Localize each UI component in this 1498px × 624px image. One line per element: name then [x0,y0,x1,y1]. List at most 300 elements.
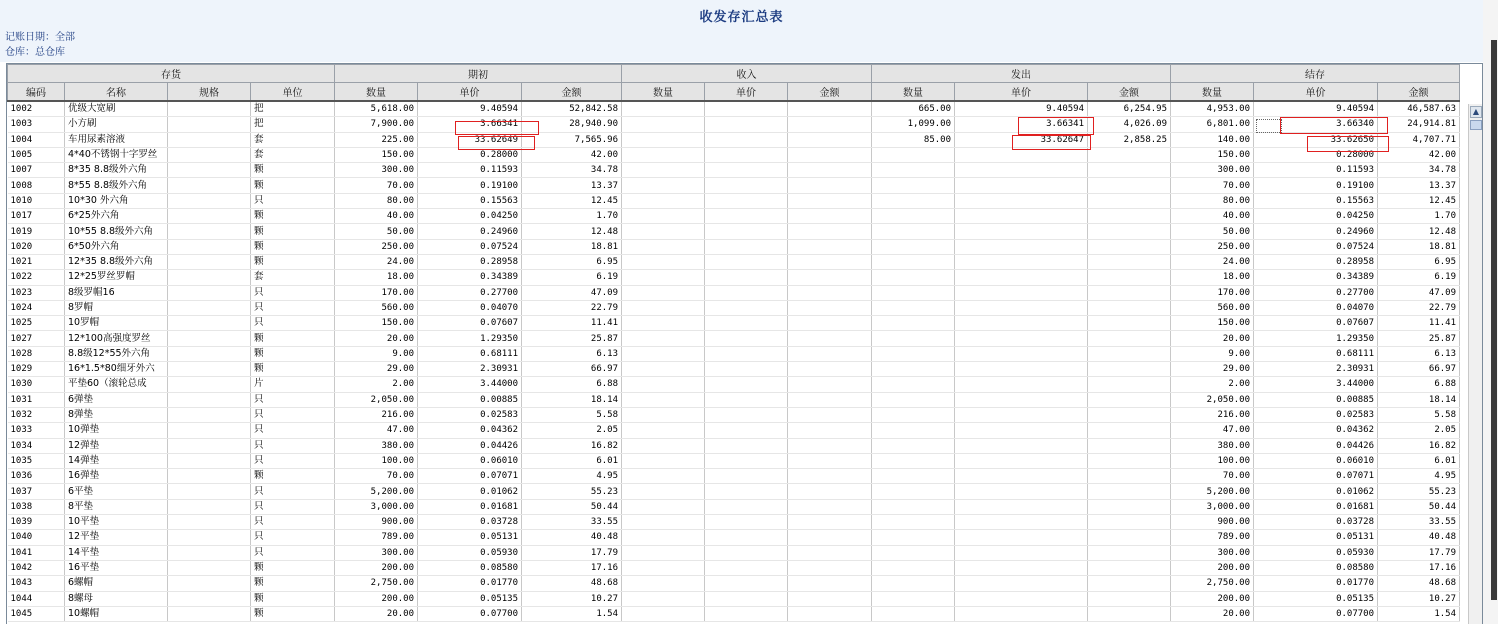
cell-issue-amount[interactable] [1088,499,1171,514]
cell-spec[interactable] [168,560,251,575]
cell-close-amount[interactable]: 11.41 [1378,316,1460,331]
cell-issue-amount[interactable] [1088,469,1171,484]
column-header-open-price[interactable]: 单价 [418,83,522,102]
cell-recv-amount[interactable] [788,377,872,392]
cell-name[interactable]: 12*35 8.8级外六角 [65,254,168,269]
cell-open-amount[interactable]: 28,940.90 [522,117,622,132]
table-row[interactable] [8,193,1460,208]
cell-recv-amount[interactable] [788,392,872,407]
cell-code[interactable]: 1003 [8,117,65,132]
cell-code[interactable]: 1042 [8,560,65,575]
cell-close-amount[interactable]: 13.37 [1378,178,1460,193]
cell-issue-qty[interactable] [872,560,955,575]
cell-issue-qty[interactable] [872,254,955,269]
cell-code[interactable]: 1023 [8,285,65,300]
cell-close-qty[interactable]: 216.00 [1171,407,1254,422]
cell-open-qty[interactable]: 40.00 [335,209,418,224]
cell-spec[interactable] [168,591,251,606]
cell-close-qty[interactable]: 250.00 [1171,239,1254,254]
cell-issue-price[interactable] [955,545,1088,560]
cell-spec[interactable] [168,484,251,499]
cell-issue-amount[interactable] [1088,484,1171,499]
cell-code[interactable]: 1033 [8,423,65,438]
cell-close-qty[interactable]: 200.00 [1171,591,1254,606]
cell-open-qty[interactable]: 200.00 [335,560,418,575]
cell-open-price[interactable]: 0.05930 [418,545,522,560]
cell-open-amount[interactable]: 47.09 [522,285,622,300]
cell-open-price[interactable]: 0.03728 [418,515,522,530]
cell-recv-qty[interactable] [622,132,705,147]
cell-spec[interactable] [168,331,251,346]
cell-issue-price[interactable] [955,163,1088,178]
cell-spec[interactable] [168,438,251,453]
cell-issue-amount[interactable] [1088,178,1171,193]
cell-close-amount[interactable]: 48.68 [1378,576,1460,591]
cell-open-amount[interactable]: 42.00 [522,147,622,162]
group-header-issues[interactable]: 发出 [872,65,1171,83]
cell-open-qty[interactable]: 5,618.00 [335,101,418,117]
cell-name[interactable]: 8罗帽 [65,300,168,315]
cell-unit[interactable]: 只 [251,515,335,530]
cell-recv-qty[interactable] [622,254,705,269]
cell-spec[interactable] [168,469,251,484]
cell-close-price[interactable]: 0.05930 [1254,545,1378,560]
cell-open-price[interactable]: 0.34389 [418,270,522,285]
cell-issue-price[interactable] [955,270,1088,285]
cell-close-amount[interactable]: 50.44 [1378,499,1460,514]
cell-close-price[interactable]: 0.68111 [1254,346,1378,361]
cell-recv-amount[interactable] [788,101,872,117]
cell-open-amount[interactable]: 6.01 [522,453,622,468]
cell-recv-price[interactable] [705,239,788,254]
cell-recv-price[interactable] [705,316,788,331]
cell-close-price[interactable]: 0.01770 [1254,576,1378,591]
cell-unit[interactable]: 只 [251,499,335,514]
cell-recv-amount[interactable] [788,239,872,254]
cell-issue-amount[interactable] [1088,453,1171,468]
cell-spec[interactable] [168,453,251,468]
cell-recv-qty[interactable] [622,224,705,239]
column-header-open-amount[interactable]: 金额 [522,83,622,102]
cell-open-qty[interactable]: 5,200.00 [335,484,418,499]
cell-recv-amount[interactable] [788,285,872,300]
cell-spec[interactable] [168,606,251,621]
cell-close-amount[interactable]: 6.19 [1378,270,1460,285]
cell-close-amount[interactable]: 34.78 [1378,163,1460,178]
cell-open-price[interactable]: 2.30931 [418,362,522,377]
cell-issue-qty[interactable] [872,499,955,514]
table-row[interactable] [8,209,1460,224]
cell-code[interactable]: 1024 [8,300,65,315]
cell-open-price[interactable]: 0.28958 [418,254,522,269]
cell-issue-amount[interactable]: 4,026.09 [1088,117,1171,132]
cell-issue-qty[interactable]: 665.00 [872,101,955,117]
cell-issue-amount[interactable] [1088,254,1171,269]
cell-name[interactable]: 14平垫 [65,545,168,560]
cell-issue-amount[interactable] [1088,560,1171,575]
cell-issue-amount[interactable] [1088,193,1171,208]
cell-close-price[interactable]: 0.03728 [1254,515,1378,530]
cell-close-amount[interactable]: 18.81 [1378,239,1460,254]
cell-spec[interactable] [168,163,251,178]
table-row[interactable] [8,132,1460,147]
cell-name[interactable]: 平垫60（滚轮总成 [65,377,168,392]
cell-unit[interactable]: 颗 [251,362,335,377]
cell-close-qty[interactable]: 6,801.00 [1171,117,1254,132]
table-row[interactable] [8,545,1460,560]
cell-recv-qty[interactable] [622,270,705,285]
cell-close-qty[interactable]: 50.00 [1171,224,1254,239]
cell-issue-price[interactable] [955,530,1088,545]
cell-close-qty[interactable]: 300.00 [1171,545,1254,560]
table-row[interactable] [8,101,1460,117]
cell-issue-qty[interactable] [872,147,955,162]
cell-issue-qty[interactable] [872,438,955,453]
column-header-issue-amount[interactable]: 金额 [1088,83,1171,102]
cell-open-price[interactable]: 0.01770 [418,576,522,591]
cell-close-amount[interactable]: 6.01 [1378,453,1460,468]
cell-close-amount[interactable]: 17.16 [1378,560,1460,575]
cell-close-qty[interactable]: 80.00 [1171,193,1254,208]
cell-issue-amount[interactable] [1088,147,1171,162]
cell-open-qty[interactable]: 7,900.00 [335,117,418,132]
cell-open-price[interactable]: 0.68111 [418,346,522,361]
cell-issue-price[interactable] [955,254,1088,269]
cell-issue-amount[interactable]: 2,858.25 [1088,132,1171,147]
cell-issue-price[interactable] [955,377,1088,392]
cell-close-qty[interactable]: 900.00 [1171,515,1254,530]
cell-name[interactable]: 6平垫 [65,484,168,499]
cell-open-price[interactable]: 0.01062 [418,484,522,499]
column-header-spec[interactable]: 规格 [168,83,251,102]
cell-close-price[interactable]: 1.29350 [1254,331,1378,346]
cell-open-price[interactable]: 0.19100 [418,178,522,193]
cell-name[interactable]: 14弹垫 [65,453,168,468]
cell-issue-amount[interactable] [1088,224,1171,239]
cell-recv-qty[interactable] [622,377,705,392]
cell-recv-price[interactable] [705,254,788,269]
cell-close-qty[interactable]: 300.00 [1171,163,1254,178]
cell-code[interactable]: 1005 [8,147,65,162]
cell-code[interactable]: 1039 [8,515,65,530]
table-row[interactable] [8,178,1460,193]
cell-recv-price[interactable] [705,438,788,453]
cell-issue-price[interactable] [955,469,1088,484]
cell-close-amount[interactable]: 40.48 [1378,530,1460,545]
cell-issue-qty[interactable] [872,270,955,285]
cell-recv-qty[interactable] [622,499,705,514]
cell-issue-qty[interactable]: 85.00 [872,132,955,147]
cell-name[interactable]: 8*55 8.8级外六角 [65,178,168,193]
cell-code[interactable]: 1010 [8,193,65,208]
cell-recv-qty[interactable] [622,484,705,499]
cell-unit[interactable]: 只 [251,285,335,300]
cell-code[interactable]: 1007 [8,163,65,178]
cell-unit[interactable]: 只 [251,438,335,453]
cell-name[interactable]: 16弹垫 [65,469,168,484]
cell-recv-price[interactable] [705,117,788,132]
cell-recv-amount[interactable] [788,423,872,438]
cell-close-amount[interactable]: 22.79 [1378,300,1460,315]
cell-recv-price[interactable] [705,132,788,147]
cell-open-qty[interactable]: 9.00 [335,346,418,361]
column-header-recv-qty[interactable]: 数量 [622,83,705,102]
cell-issue-qty[interactable] [872,300,955,315]
cell-code[interactable]: 1030 [8,377,65,392]
cell-issue-amount[interactable] [1088,285,1171,300]
table-row[interactable] [8,560,1460,575]
cell-open-price[interactable]: 1.29350 [418,331,522,346]
table-row[interactable] [8,300,1460,315]
cell-recv-price[interactable] [705,163,788,178]
cell-recv-qty[interactable] [622,331,705,346]
cell-recv-price[interactable] [705,515,788,530]
cell-close-amount[interactable]: 6.13 [1378,346,1460,361]
cell-code[interactable]: 1022 [8,270,65,285]
cell-open-qty[interactable]: 50.00 [335,224,418,239]
cell-issue-amount[interactable] [1088,606,1171,621]
cell-spec[interactable] [168,224,251,239]
cell-recv-qty[interactable] [622,560,705,575]
cell-open-amount[interactable]: 13.37 [522,178,622,193]
cell-unit[interactable]: 只 [251,407,335,422]
cell-open-qty[interactable]: 24.00 [335,254,418,269]
cell-issue-price[interactable] [955,178,1088,193]
column-header-unit[interactable]: 单位 [251,83,335,102]
cell-open-price[interactable]: 0.07607 [418,316,522,331]
cell-recv-amount[interactable] [788,484,872,499]
cell-recv-price[interactable] [705,224,788,239]
cell-spec[interactable] [168,209,251,224]
cell-open-price[interactable]: 0.06010 [418,453,522,468]
cell-close-price[interactable]: 0.04426 [1254,438,1378,453]
cell-open-amount[interactable]: 16.82 [522,438,622,453]
cell-issue-price[interactable] [955,300,1088,315]
cell-name[interactable]: 10螺帽 [65,606,168,621]
cell-close-price[interactable]: 0.07071 [1254,469,1378,484]
cell-recv-qty[interactable] [622,300,705,315]
cell-close-price[interactable]: 0.01681 [1254,499,1378,514]
cell-recv-price[interactable] [705,209,788,224]
cell-open-qty[interactable]: 789.00 [335,530,418,545]
cell-unit[interactable]: 颗 [251,224,335,239]
cell-recv-price[interactable] [705,270,788,285]
column-header-issue-qty[interactable]: 数量 [872,83,955,102]
cell-issue-qty[interactable] [872,331,955,346]
cell-issue-price[interactable] [955,606,1088,621]
cell-close-price[interactable]: 0.05131 [1254,530,1378,545]
cell-open-qty[interactable]: 150.00 [335,316,418,331]
cell-spec[interactable] [168,392,251,407]
cell-issue-price[interactable] [955,239,1088,254]
cell-unit[interactable]: 只 [251,300,335,315]
cell-issue-price[interactable] [955,423,1088,438]
column-header-recv-price[interactable]: 单价 [705,83,788,102]
cell-open-price[interactable]: 0.07524 [418,239,522,254]
cell-spec[interactable] [168,285,251,300]
table-row[interactable] [8,316,1460,331]
cell-open-amount[interactable]: 52,842.58 [522,101,622,117]
cell-open-qty[interactable]: 47.00 [335,423,418,438]
cell-open-qty[interactable]: 20.00 [335,606,418,621]
cell-unit[interactable]: 颗 [251,576,335,591]
cell-spec[interactable] [168,423,251,438]
cell-close-qty[interactable]: 2.00 [1171,377,1254,392]
cell-open-amount[interactable]: 12.45 [522,193,622,208]
table-row[interactable] [8,270,1460,285]
cell-close-amount[interactable]: 55.23 [1378,484,1460,499]
cell-close-price[interactable]: 0.05135 [1254,591,1378,606]
table-row[interactable] [8,147,1460,162]
cell-close-qty[interactable]: 150.00 [1171,316,1254,331]
cell-spec[interactable] [168,346,251,361]
cell-name[interactable]: 10*30 外六角 [65,193,168,208]
cell-spec[interactable] [168,545,251,560]
cell-recv-qty[interactable] [622,346,705,361]
cell-close-amount[interactable]: 12.45 [1378,193,1460,208]
cell-close-amount[interactable]: 24,914.81 [1378,117,1460,132]
cell-issue-amount[interactable] [1088,239,1171,254]
cell-code[interactable]: 1019 [8,224,65,239]
cell-recv-price[interactable] [705,377,788,392]
cell-name[interactable]: 12*100高强度罗丝 [65,331,168,346]
cell-open-amount[interactable]: 33.55 [522,515,622,530]
cell-open-qty[interactable]: 29.00 [335,362,418,377]
cell-issue-amount[interactable] [1088,362,1171,377]
cell-recv-amount[interactable] [788,270,872,285]
cell-issue-amount[interactable] [1088,346,1171,361]
cell-open-amount[interactable]: 2.05 [522,423,622,438]
cell-unit[interactable]: 只 [251,453,335,468]
cell-recv-amount[interactable] [788,163,872,178]
cell-close-price[interactable]: 9.40594 [1254,101,1378,117]
cell-issue-amount[interactable] [1088,545,1171,560]
cell-unit[interactable]: 把 [251,117,335,132]
cell-issue-price[interactable] [955,560,1088,575]
cell-close-qty[interactable]: 3,000.00 [1171,499,1254,514]
cell-open-amount[interactable]: 25.87 [522,331,622,346]
cell-recv-price[interactable] [705,147,788,162]
cell-unit[interactable]: 套 [251,132,335,147]
column-header-recv-amount[interactable]: 金额 [788,83,872,102]
cell-close-price[interactable]: 0.27700 [1254,285,1378,300]
cell-code[interactable]: 1021 [8,254,65,269]
table-row[interactable] [8,438,1460,453]
cell-open-amount[interactable]: 18.14 [522,392,622,407]
vertical-scrollbar[interactable] [1468,104,1483,624]
group-header-opening[interactable]: 期初 [335,65,622,83]
cell-issue-amount[interactable] [1088,377,1171,392]
cell-issue-qty[interactable] [872,407,955,422]
cell-close-amount[interactable]: 16.82 [1378,438,1460,453]
group-header-closing[interactable]: 结存 [1171,65,1460,83]
cell-recv-qty[interactable] [622,209,705,224]
cell-name[interactable]: 10弹垫 [65,423,168,438]
cell-recv-qty[interactable] [622,239,705,254]
cell-recv-price[interactable] [705,392,788,407]
cell-open-amount[interactable]: 17.16 [522,560,622,575]
cell-code[interactable]: 1045 [8,606,65,621]
table-row[interactable] [8,346,1460,361]
table-row[interactable] [8,377,1460,392]
cell-open-price[interactable]: 0.05131 [418,530,522,545]
cell-close-qty[interactable]: 2,750.00 [1171,576,1254,591]
cell-code[interactable]: 1020 [8,239,65,254]
cell-unit[interactable]: 颗 [251,163,335,178]
cell-issue-qty[interactable] [872,362,955,377]
cell-name[interactable]: 4*40不锈钢十字罗丝 [65,147,168,162]
cell-close-qty[interactable]: 40.00 [1171,209,1254,224]
cell-recv-qty[interactable] [622,545,705,560]
cell-name[interactable]: 6*25外六角 [65,209,168,224]
cell-open-price[interactable]: 0.01681 [418,499,522,514]
cell-close-qty[interactable]: 170.00 [1171,285,1254,300]
cell-code[interactable]: 1043 [8,576,65,591]
cell-open-price[interactable]: 0.07071 [418,469,522,484]
cell-spec[interactable] [168,407,251,422]
cell-spec[interactable] [168,362,251,377]
cell-open-price[interactable]: 0.05135 [418,591,522,606]
cell-close-qty[interactable]: 70.00 [1171,469,1254,484]
cell-code[interactable]: 1008 [8,178,65,193]
cell-issue-amount[interactable] [1088,576,1171,591]
column-header-code[interactable]: 编码 [8,83,65,102]
cell-recv-amount[interactable] [788,193,872,208]
cell-code[interactable]: 1028 [8,346,65,361]
table-row[interactable] [8,606,1460,621]
cell-recv-qty[interactable] [622,285,705,300]
cell-issue-amount[interactable] [1088,438,1171,453]
cell-open-price[interactable]: 33.62649 [418,132,522,147]
cell-recv-price[interactable] [705,101,788,117]
cell-open-amount[interactable]: 18.81 [522,239,622,254]
cell-spec[interactable] [168,300,251,315]
cell-recv-price[interactable] [705,530,788,545]
cell-unit[interactable]: 把 [251,101,335,117]
cell-issue-price[interactable] [955,224,1088,239]
cell-recv-qty[interactable] [622,362,705,377]
cell-issue-amount[interactable] [1088,270,1171,285]
cell-issue-qty[interactable] [872,239,955,254]
cell-issue-amount[interactable]: 6,254.95 [1088,101,1171,117]
table-row[interactable] [8,484,1460,499]
cell-issue-amount[interactable] [1088,423,1171,438]
cell-issue-qty[interactable] [872,530,955,545]
cell-close-qty[interactable]: 20.00 [1171,331,1254,346]
cell-close-price[interactable]: 0.19100 [1254,178,1378,193]
cell-issue-qty[interactable] [872,545,955,560]
cell-close-price[interactable]: 0.08580 [1254,560,1378,575]
cell-open-amount[interactable]: 12.48 [522,224,622,239]
cell-name[interactable]: 6*50外六角 [65,239,168,254]
table-row[interactable] [8,469,1460,484]
cell-unit[interactable]: 颗 [251,606,335,621]
cell-code[interactable]: 1034 [8,438,65,453]
cell-issue-price[interactable] [955,346,1088,361]
cell-close-qty[interactable]: 4,953.00 [1171,101,1254,117]
cell-issue-price[interactable]: 33.62647 [955,132,1088,147]
cell-recv-price[interactable] [705,453,788,468]
cell-open-amount[interactable]: 6.88 [522,377,622,392]
cell-close-price[interactable]: 3.66340 [1254,117,1378,132]
table-row[interactable] [8,423,1460,438]
cell-unit[interactable]: 套 [251,147,335,162]
cell-close-price[interactable]: 33.62650 [1254,132,1378,147]
cell-unit[interactable]: 颗 [251,239,335,254]
cell-spec[interactable] [168,239,251,254]
cell-name[interactable]: 优级大宽刷 [65,101,168,117]
cell-issue-price[interactable] [955,499,1088,514]
